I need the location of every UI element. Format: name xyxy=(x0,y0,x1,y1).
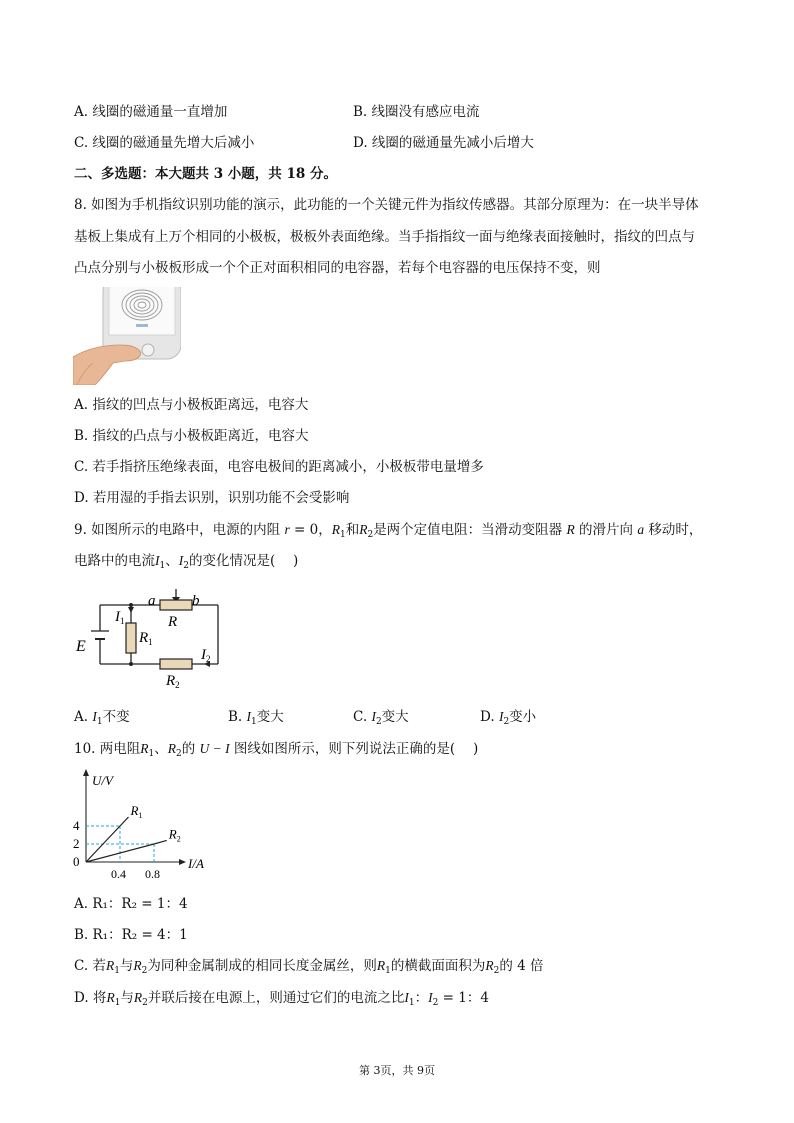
q10-stem: 10. 两电阻$R_1$、$R_2$的 U − I 图线如图所示，则下列说法正确的是( ) xyxy=(74,741,479,759)
q8-stem-line2: 基板上集成有上万个相同的小极板，极板外表面绝缘。当手指指纹一面与绝缘表面接触时，指纹的凹点与 xyxy=(74,229,695,245)
q8-option-b: B. 指纹的凸点与小极板距离近，电容大 xyxy=(74,428,309,444)
q7-option-a: A. 线圈的磁通量一直增加 xyxy=(74,104,228,120)
series-label-R1: $R_1$ xyxy=(130,803,143,820)
series-label-R2: $R_2$ xyxy=(168,826,181,844)
y-tick-4: 4 xyxy=(73,818,80,833)
x-tick-0.8: 0.8 xyxy=(145,867,160,881)
q9-option-b: B. $I_1$变大 xyxy=(228,709,284,727)
q8-stem-line3: 凸点分别与小极板形成一个个正对面积相同的电容器，若每个电容器的电压保持不变，则 xyxy=(74,260,601,276)
q8-option-d: D. 若用湿的手指去识别，识别功能不会受影响 xyxy=(74,490,350,506)
x-tick-0.4: 0.4 xyxy=(111,867,126,881)
q8-option-c: C. 若手指挤压绝缘表面，电容电极间的距离减小，小极板带电量增多 xyxy=(74,459,484,475)
q9-option-c: C. $I_2$变大 xyxy=(353,709,409,727)
circuit-label-R2: $R_2$ xyxy=(166,673,180,690)
q8-stem-line1: 8. 如图为手机指纹识别功能的演示，此功能的一个关键元件为指纹传感器。其部分原理为：在一块半导体 xyxy=(74,197,699,213)
x-axis-label: I/A xyxy=(188,856,204,871)
circuit-label-E: E xyxy=(76,638,86,655)
q9-stem-line1: 9. 如图所示的电路中，电源的内阻 r = 0，$R_1$和$R_2$是两个定值电阻：当滑动变阻器 R 的滑片向 a 移动时， xyxy=(74,522,703,540)
q9-circuit-diagram xyxy=(70,585,230,695)
y-tick-0: 0 xyxy=(73,854,80,869)
circuit-label-R1: $R_1$ xyxy=(139,630,153,647)
circuit-label-a: a xyxy=(148,593,156,609)
q7-option-d: D. 线圈的磁通量先减小后增大 xyxy=(353,135,534,151)
q10-option-c: C. 若$R_1$与$R_2$为同种金属制成的相同长度金属丝，则$R_1$的横截面面积为$R_2$的 4 倍 xyxy=(74,958,544,976)
q10-option-a: A. R₁：R₂ = 1：4 xyxy=(74,896,188,912)
q10-ui-chart xyxy=(70,767,220,885)
section-heading: 二、多选题：本大题共 3 小题，共 18 分。 xyxy=(74,166,337,182)
y-tick-2: 2 xyxy=(73,836,80,851)
page-footer: 第 3页，共 9页 xyxy=(359,1064,435,1077)
q8-option-a: A. 指纹的凹点与小极板距离远，电容大 xyxy=(74,397,309,413)
series-line-R1 xyxy=(86,817,129,862)
q9-stem-line2: 电路中的电流$I_1$、$I_2$的变化情况是( ) xyxy=(74,553,299,571)
y-axis-arrow xyxy=(83,769,89,776)
fingerprint-phone-image xyxy=(73,287,181,385)
q7-option-c: C. 线圈的磁通量先增大后减小 xyxy=(74,135,255,151)
x-axis-arrow xyxy=(179,859,186,865)
y-axis-label: U/V xyxy=(92,773,113,788)
q10-option-b: B. R₁：R₂ = 4：1 xyxy=(74,927,188,943)
q10-option-d: D. 将$R_1$与$R_2$并联后接在电源上，则通过它们的电流之比$I_1$：$I_2 = 1$：4 xyxy=(74,990,489,1008)
circuit-label-R: R xyxy=(168,614,178,630)
circuit-label-I1: $I_1$ xyxy=(115,609,125,626)
q7-option-b: B. 线圈没有感应电流 xyxy=(353,104,480,120)
q9-option-a: A. $I_1$不变 xyxy=(74,709,130,727)
circuit-label-b: b xyxy=(192,593,200,609)
circuit-label-I2: $I_2$ xyxy=(201,647,211,664)
q9-option-d: D. $I_2$变小 xyxy=(480,709,537,727)
